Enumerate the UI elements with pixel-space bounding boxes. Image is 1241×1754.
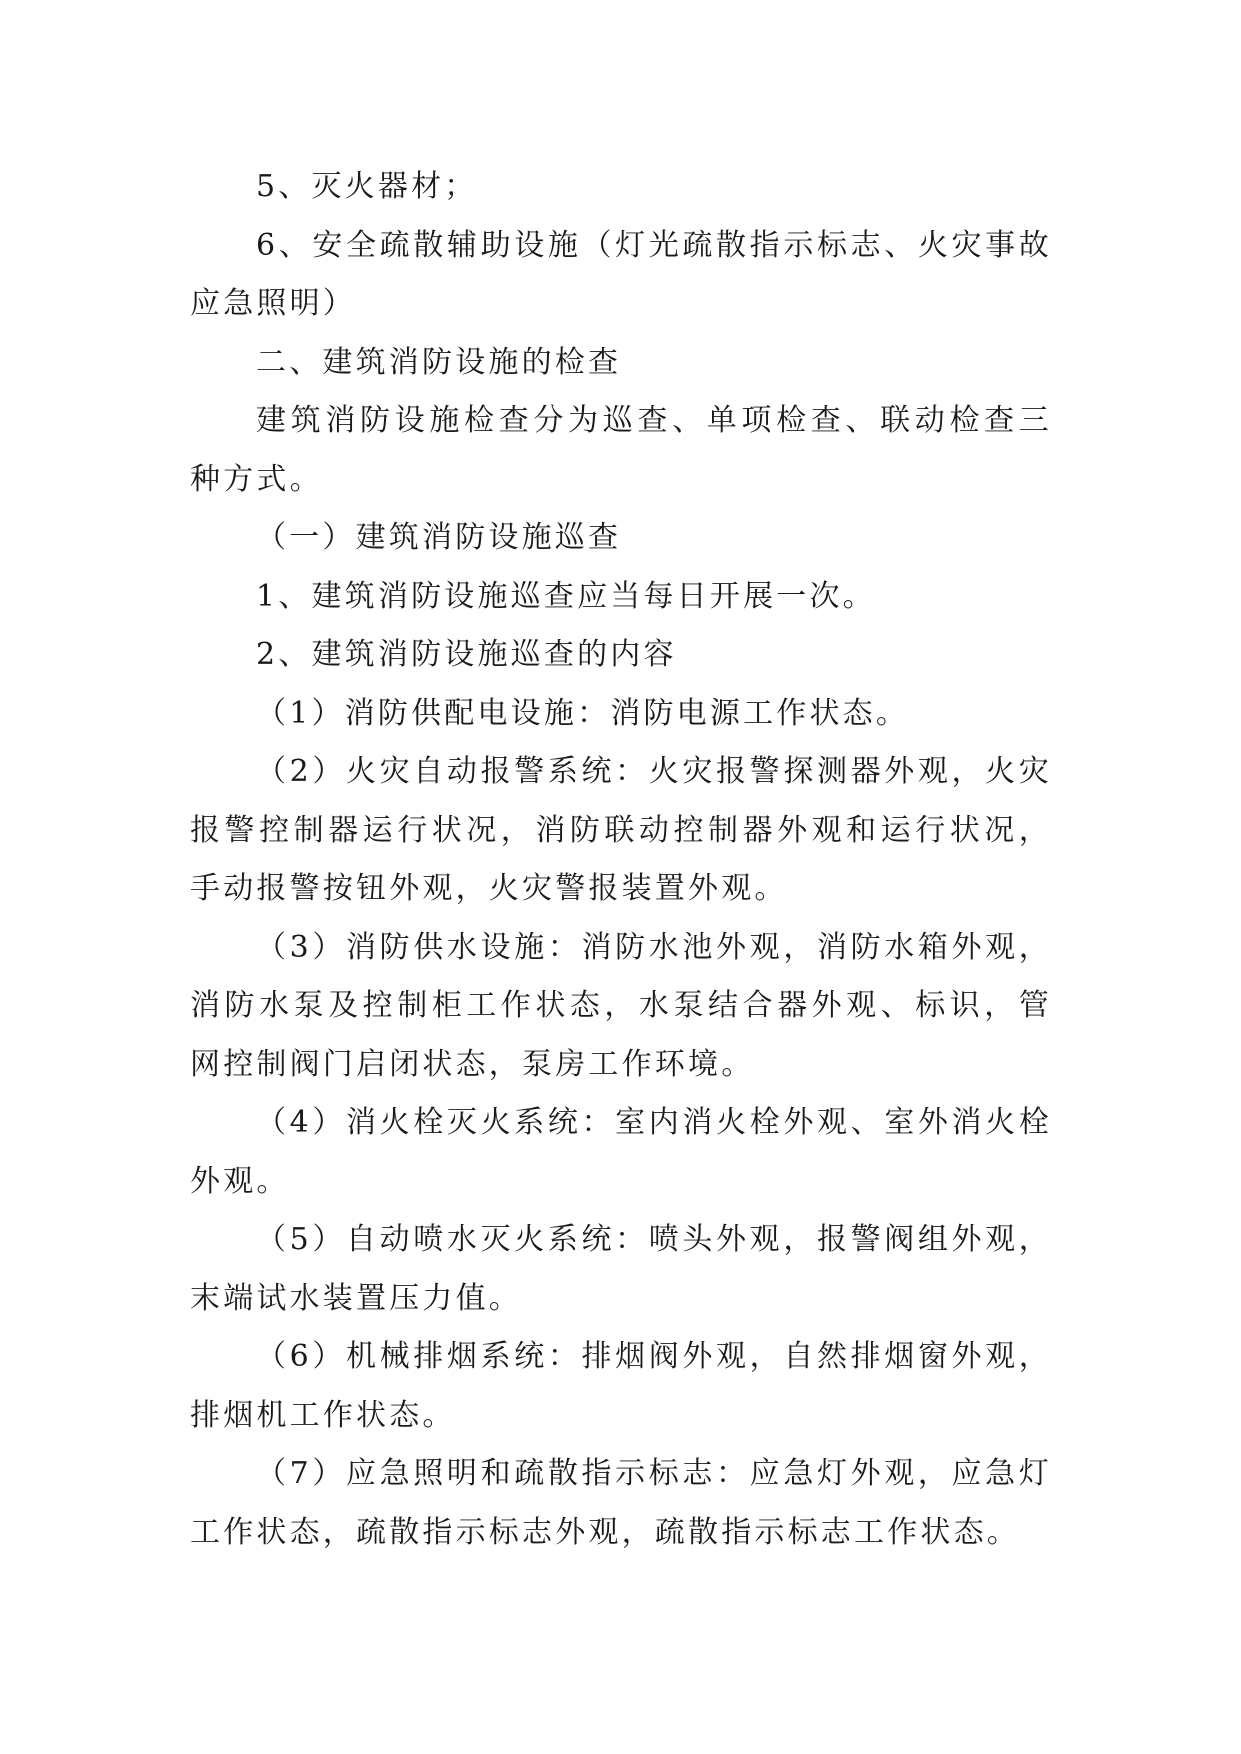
list-item: （5）自动喷水灭火系统：喷头外观，报警阀组外观，末端试水装置压力值。 (190, 1222, 1052, 1316)
paragraph: 6、安全疏散辅助设施（灯光疏散指示标志、火灾事故应急照明） (190, 227, 1052, 321)
list-item: （6）机械排烟系统：排烟阀外观，自然排烟窗外观，排烟机工作状态。 (190, 1339, 1052, 1433)
document-body (190, 158, 1052, 1562)
paragraph: 2、建筑消防设施巡查的内容 (256, 637, 677, 672)
list-item: （2）火灾自动报警系统：火灾报警探测器外观，火灾报警控制器运行状况，消防联动控制器外观和运行状况，手动报警按钮外观，火灾警报装置外观。 (190, 754, 1052, 906)
paragraph: 5、灭火器材； (256, 169, 478, 204)
list-item: （4）消火栓灭火系统：室内消火栓外观、室外消火栓外观。 (190, 1105, 1052, 1199)
list-item: （3）消防供水设施：消防水池外观，消防水箱外观，消防水泵及控制柜工作状态，水泵结合器外观、标识，管网控制阀门启闭状态，泵房工作环境。 (190, 929, 1052, 1082)
list-item: （7）应急照明和疏散指示标志：应急灯外观，应急灯工作状态，疏散指示标志外观，疏散指示标志工作状态。 (190, 1456, 1052, 1550)
paragraph: 建筑消防设施检查分为巡查、单项检查、联动检查三种方式。 (190, 403, 1052, 497)
list-item: （1）消防供配电设施：消防电源工作状态。 (256, 695, 910, 731)
paragraph: 1、建筑消防设施巡查应当每日开展一次。 (256, 578, 876, 614)
section-heading: 二、建筑消防设施的检查 (256, 344, 622, 380)
subsection-heading: （一）建筑消防设施巡查 (256, 520, 622, 555)
